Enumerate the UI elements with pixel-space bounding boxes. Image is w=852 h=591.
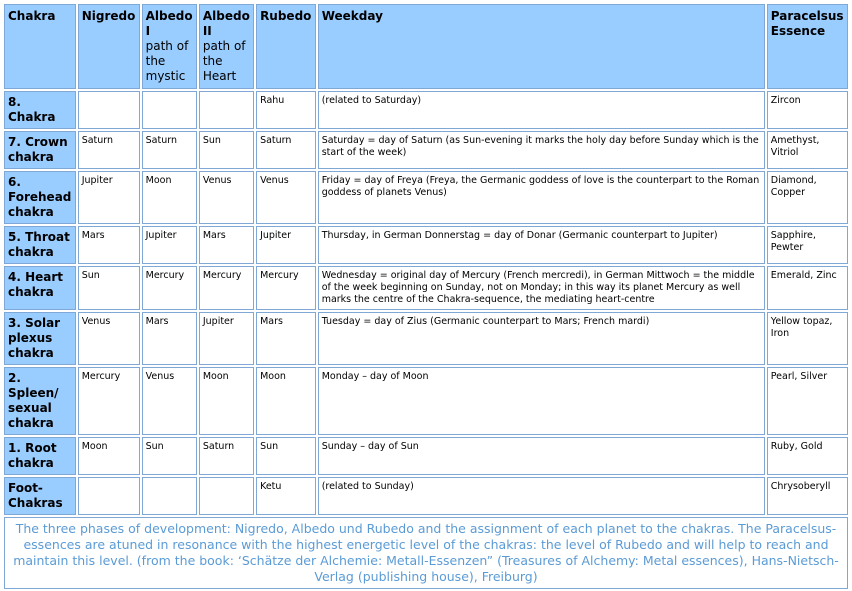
- albedo1-cell: Mars: [142, 312, 197, 365]
- weekday-cell: (related to Sunday): [318, 477, 765, 515]
- albedo1-cell: [142, 477, 197, 515]
- header-rubedo: Rubedo: [256, 4, 316, 89]
- header-albedo-2-sub: path of the Heart: [202, 39, 246, 83]
- chakra-table: [2, 2, 850, 591]
- caption-row: [4, 517, 848, 589]
- table-row: [4, 91, 848, 129]
- albedo1-cell: Venus: [142, 367, 197, 435]
- essence-cell: Sapphire, Pewter: [767, 226, 848, 264]
- header-nigredo: Nigredo: [78, 4, 140, 89]
- header-weekday: Weekday: [318, 4, 765, 89]
- nigredo-cell: Moon: [78, 437, 140, 475]
- albedo1-cell: Mercury: [142, 266, 197, 310]
- header-albedo-2-title: Albedo II: [202, 9, 250, 38]
- nigredo-cell: Sun: [78, 266, 140, 310]
- essence-cell: Chrysoberyll: [767, 477, 848, 515]
- chakra-cell: 2. Spleen/ sexual chakra: [4, 367, 76, 435]
- header-albedo-1: [142, 4, 197, 89]
- header-albedo-2: [199, 4, 254, 89]
- albedo2-cell: Sun: [199, 131, 254, 169]
- albedo1-cell: Jupiter: [142, 226, 197, 264]
- table-row: [4, 312, 848, 365]
- albedo2-cell: Jupiter: [199, 312, 254, 365]
- nigredo-cell: Saturn: [78, 131, 140, 169]
- albedo2-cell: Venus: [199, 171, 254, 224]
- table-row: [4, 437, 848, 475]
- table-row: [4, 477, 848, 515]
- albedo2-cell: Mars: [199, 226, 254, 264]
- table-caption: The three phases of development: Nigredo, Albedo und Rubedo and the assignment of each planet to the chakras. The Paracelsus-essences are atuned in resonance with the highest energetic level of the chakras: the level of Rubedo and will help to reach and maintain this level. (from the book: ‘Schätze der Alchemie: Metall-Essenzen” (Treasures of Alchemy: Metal essences), Hans-Nietsch-Verlag (publishing house), Freiburg): [4, 517, 848, 589]
- header-albedo-1-title: Albedo I: [145, 9, 193, 38]
- albedo2-cell: Moon: [199, 367, 254, 435]
- rubedo-cell: Mars: [256, 312, 316, 365]
- weekday-cell: Tuesday = day of Zius (Germanic counterpart to Mars; French mardi): [318, 312, 765, 365]
- weekday-cell: Sunday – day of Sun: [318, 437, 765, 475]
- albedo2-cell: Saturn: [199, 437, 254, 475]
- chakra-cell: 8. Chakra: [4, 91, 76, 129]
- table-row: [4, 131, 848, 169]
- nigredo-cell: [78, 477, 140, 515]
- essence-cell: Amethyst, Vitriol: [767, 131, 848, 169]
- rubedo-cell: Jupiter: [256, 226, 316, 264]
- albedo2-cell: [199, 91, 254, 129]
- nigredo-cell: Venus: [78, 312, 140, 365]
- chakra-cell: 1. Root chakra: [4, 437, 76, 475]
- rubedo-cell: Venus: [256, 171, 316, 224]
- rubedo-cell: Sun: [256, 437, 316, 475]
- header-row: [4, 4, 848, 89]
- albedo2-cell: [199, 477, 254, 515]
- albedo2-cell: Mercury: [199, 266, 254, 310]
- table-row: [4, 226, 848, 264]
- essence-cell: Emerald, Zinc: [767, 266, 848, 310]
- albedo1-cell: Sun: [142, 437, 197, 475]
- nigredo-cell: Mars: [78, 226, 140, 264]
- chakra-cell: 4. Heart chakra: [4, 266, 76, 310]
- weekday-cell: (related to Saturday): [318, 91, 765, 129]
- rubedo-cell: Saturn: [256, 131, 316, 169]
- albedo1-cell: Moon: [142, 171, 197, 224]
- rubedo-cell: Rahu: [256, 91, 316, 129]
- weekday-cell: Friday = day of Freya (Freya, the Germanic goddess of love is the counterpart to the Roman goddess of planets Venus): [318, 171, 765, 224]
- albedo1-cell: [142, 91, 197, 129]
- header-paracelsus: Paracelsus Essence: [767, 4, 848, 89]
- rubedo-cell: Moon: [256, 367, 316, 435]
- essence-cell: Yellow topaz, Iron: [767, 312, 848, 365]
- nigredo-cell: [78, 91, 140, 129]
- essence-cell: Pearl, Silver: [767, 367, 848, 435]
- weekday-cell: Thursday, in German Donnerstag = day of Donar (Germanic counterpart to Jupiter): [318, 226, 765, 264]
- header-chakra: Chakra: [4, 4, 76, 89]
- albedo1-cell: Saturn: [142, 131, 197, 169]
- rubedo-cell: Mercury: [256, 266, 316, 310]
- weekday-cell: Monday – day of Moon: [318, 367, 765, 435]
- chakra-cell: 3. Solar plexus chakra: [4, 312, 76, 365]
- chakra-cell: 7. Crown chakra: [4, 131, 76, 169]
- weekday-cell: Wednesday = original day of Mercury (French mercredi), in German Mittwoch = the middle of the week beginning on Sunday, not on Monday; in this way its planet Mercury as well marks the centre of the Chakra-sequence, the mediating heart-centre: [318, 266, 765, 310]
- table-row: [4, 367, 848, 435]
- weekday-cell: Saturday = day of Saturn (as Sun-evening it marks the holy day before Sunday which is the start of the week): [318, 131, 765, 169]
- nigredo-cell: Mercury: [78, 367, 140, 435]
- nigredo-cell: Jupiter: [78, 171, 140, 224]
- essence-cell: Diamond, Copper: [767, 171, 848, 224]
- chakra-cell: Foot-Chakras: [4, 477, 76, 515]
- header-albedo-1-sub: path of the mystic: [145, 39, 189, 83]
- table-row: [4, 266, 848, 310]
- chakra-cell: 5. Throat chakra: [4, 226, 76, 264]
- chakra-cell: 6. Forehead chakra: [4, 171, 76, 224]
- essence-cell: Zircon: [767, 91, 848, 129]
- table-row: [4, 171, 848, 224]
- essence-cell: Ruby, Gold: [767, 437, 848, 475]
- rubedo-cell: Ketu: [256, 477, 316, 515]
